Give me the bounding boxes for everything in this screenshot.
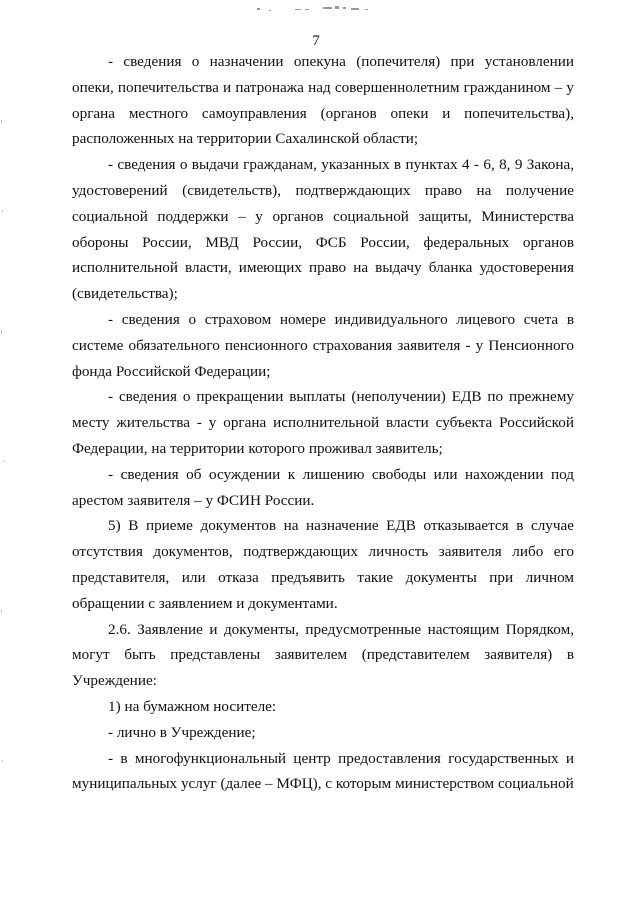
scan-artifact xyxy=(255,4,385,14)
paragraph-certificates-info: - сведения о выдачи гражданам, указанных в пунктах 4 - 6, 8, 9 Закона, удостоверений (свидетельств), подтверждающих право на получение социальной поддержки – у органов социальной защиты, Министерства обороны России, МВД России, ФСБ России, федеральных органов исполнительной власти, имеющих право на выдачу бланка удостоверения (свидетельства); xyxy=(72,156,574,303)
paragraph-guardian-info: - сведения о назначении опекуна (попечителя) при установлении опеки, попечительства и патронажа над совершеннолетним гражданином – у органа местного самоуправления (органов опеки и попечительства), расположенных на территории Сахалинской области; xyxy=(72,53,574,148)
paragraph-conviction-info: - сведения об осуждении к лишению свободы или нахождении под арестом заявителя – у ФСИН России. xyxy=(72,465,574,509)
paragraph-section-2-6: 2.6. Заявление и документы, предусмотренные настоящим Порядком, могут быть представлены заявителем (представителем заявителя) в Учреждение: xyxy=(72,620,574,690)
page-number: 7 xyxy=(312,33,320,49)
document-body xyxy=(72,49,574,797)
paragraph-mfc: - в многофункциональный центр предоставления государственных и муниципальных услуг (далее – МФЦ), с которым министерством социальной xyxy=(72,749,574,793)
paragraph-paper-medium: 1) на бумажном носителе: xyxy=(108,697,277,715)
paragraph-payment-termination: - сведения о прекращении выплаты (неполучении) ЕДВ по прежнему месту жительства - у органа исполнительной власти субъекта Российской Федерации, на территории которого проживал заявитель; xyxy=(72,388,574,457)
paragraph-in-person: - лично в Учреждение; xyxy=(108,723,256,741)
paragraph-insurance-number: - сведения о страховом номере индивидуального лицевого счета в системе обязательного пенсионного страхования заявителя - у Пенсионного фонда Российской Федерации; xyxy=(72,310,574,380)
paragraph-refusal-clause: 5) В приеме документов на назначение ЕДВ отказывается в случае отсутствия документов, подтверждающих личность заявителя либо его представителя, или отказа предъявить такие документы при личном обращении с заявлением и документами. xyxy=(72,517,574,612)
scan-edge-shadow xyxy=(0,0,14,904)
